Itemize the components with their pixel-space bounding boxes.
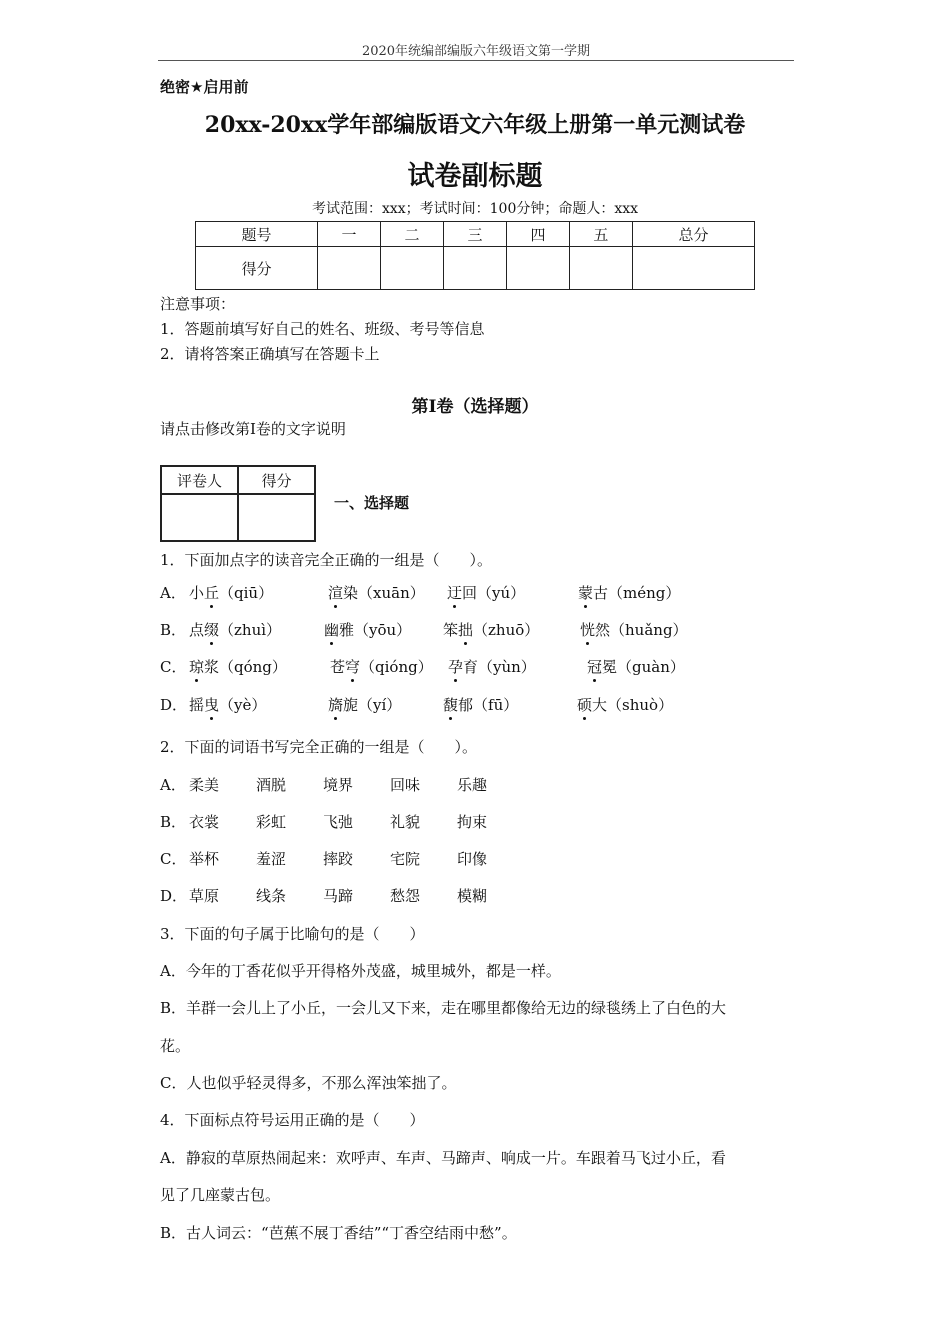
question-1-stem: 1．下面加点字的读音完全正确的一组是（ ）。 <box>160 551 493 569</box>
score-cell <box>380 247 443 290</box>
question-3-stem: 3．下面的句子属于比喻句的是（ ） <box>160 925 425 943</box>
score-table-header: 四 <box>506 222 569 247</box>
q2-option-word: 印像 <box>457 850 488 868</box>
q2-option-letter: D． <box>160 887 188 905</box>
exam-info: 考试范围：xxx；考试时间：100分钟；命题人：xxx <box>311 201 639 217</box>
q3-option-b-cont: 花。 <box>160 1037 191 1055</box>
q2-option-word: 酒脱 <box>256 776 287 794</box>
secret-label: 绝密★启用前 <box>160 78 249 96</box>
score-table-header: 总分 <box>632 222 754 247</box>
q2-option-word: 礼貌 <box>390 813 421 831</box>
exam-subtitle: 试卷副标题 <box>407 161 543 192</box>
q2-option-word: 模糊 <box>457 887 488 905</box>
question-4-stem: 4．下面标点符号运用正确的是（ ） <box>160 1111 425 1129</box>
q1-option-item: 笨拙（zhuō） <box>443 621 540 639</box>
q2-option-word: 线条 <box>256 887 287 905</box>
q1-option-item: 迂回（yú） <box>447 584 526 602</box>
q2-option-word: 愁怨 <box>390 887 421 905</box>
q2-option-word: 羞涩 <box>256 850 287 868</box>
score-cell <box>318 247 381 290</box>
q2-option-word: 摔跤 <box>323 850 354 868</box>
q1-option-letter: D． <box>160 696 188 714</box>
question-2-stem: 2．下面的词语书写完全正确的一组是（ ）。 <box>160 738 478 756</box>
grader-score-header: 得分 <box>238 466 315 494</box>
q1-option-item: 琼浆（qóng） <box>189 658 287 676</box>
q2-option-word: 乐趣 <box>457 776 488 794</box>
q3-option-c: C．人也似乎轻灵得多，不那么浑浊笨拙了。 <box>160 1074 457 1092</box>
q2-option-word: 草原 <box>189 887 220 905</box>
score-cell <box>506 247 569 290</box>
score-table <box>195 221 755 290</box>
q2-option-word: 举杯 <box>189 850 220 868</box>
notes-heading: 注意事项： <box>160 295 236 313</box>
exam-title: 20xx-20xx学年部编版语文六年级上册第一单元测试卷 <box>204 112 746 138</box>
note-item: 2．请将答案正确填写在答题卡上 <box>160 345 380 363</box>
note-item: 1．答题前填写好自己的姓名、班级、考号等信息 <box>160 320 485 338</box>
q1-option-item: 小丘（qiū） <box>189 584 274 602</box>
q2-option-word: 飞弛 <box>323 813 354 831</box>
q2-option-word: 回味 <box>390 776 421 794</box>
q2-option-word: 宅院 <box>390 850 421 868</box>
score-table-header: 二 <box>380 222 443 247</box>
q1-option-item: 馥郁（fū） <box>443 696 519 714</box>
q1-option-item: 蒙古（méng） <box>578 584 681 602</box>
q1-option-item: 渲染（xuān） <box>328 584 425 602</box>
section-title: 第I卷（选择题） <box>411 397 539 417</box>
q2-option-letter: C． <box>160 850 187 868</box>
q1-option-letter: B． <box>160 621 187 639</box>
q2-option-letter: A． <box>160 776 186 794</box>
section-desc: 请点击修改第I卷的文字说明 <box>160 420 346 438</box>
grader-score-cell <box>238 494 315 541</box>
score-cell <box>632 247 754 290</box>
grader-table <box>160 465 316 542</box>
running-header: 2020年统编部编版六年级语文第一学期 <box>361 44 591 59</box>
q1-option-item: 摇曳（yè） <box>189 696 267 714</box>
q2-option-letter: B． <box>160 813 187 831</box>
score-table-header-row <box>196 222 755 247</box>
q1-option-letter: C． <box>160 658 187 676</box>
part-title: 一、选择题 <box>334 494 410 512</box>
score-table-header: 题号 <box>196 222 318 247</box>
q1-option-item: 硕大（shuò） <box>577 696 674 714</box>
q1-option-item: 恍然（huǎng） <box>580 621 688 639</box>
score-table-header: 三 <box>443 222 506 247</box>
score-cell <box>569 247 632 290</box>
q1-option-item: 冠冕（guàn） <box>587 658 685 676</box>
q2-option-word: 境界 <box>323 776 354 794</box>
q3-option-b: B．羊群一会儿上了小丘，一会儿又下来，走在哪里都像给无边的绿毯绣上了白色的大 <box>160 999 727 1017</box>
q2-option-word: 彩虹 <box>256 813 287 831</box>
q1-option-letter: A． <box>160 584 186 602</box>
q4-option-a-cont: 见了几座蒙古包。 <box>160 1186 281 1204</box>
q2-option-word: 衣裳 <box>189 813 220 831</box>
q1-option-item: 苍穹（qióng） <box>330 658 433 676</box>
score-cell <box>443 247 506 290</box>
q4-option-a: A．静寂的草原热闹起来：欢呼声、车声、马蹄声、响成一片。车跟着马飞过小丘，看 <box>160 1149 726 1167</box>
q1-option-item: 旖旎（yí） <box>328 696 402 714</box>
q1-option-item: 孕育（yùn） <box>448 658 536 676</box>
header-rule <box>158 60 794 61</box>
q1-option-item: 幽雅（yōu） <box>324 621 412 639</box>
grader-cell <box>161 494 238 541</box>
q2-option-word: 拘束 <box>457 813 488 831</box>
score-table-score-row <box>196 247 755 290</box>
q4-option-b: B．古人词云：“芭蕉不展丁香结”“丁香空结雨中愁”。 <box>160 1224 517 1242</box>
grader-header: 评卷人 <box>161 466 238 494</box>
q2-option-word: 柔美 <box>189 776 220 794</box>
score-table-header: 一 <box>318 222 381 247</box>
q2-option-word: 马蹄 <box>323 887 354 905</box>
q3-option-a: A．今年的丁香花似乎开得格外茂盛，城里城外，都是一样。 <box>160 962 561 980</box>
score-table-header: 五 <box>569 222 632 247</box>
score-row-label: 得分 <box>196 247 318 290</box>
q1-option-item: 点缀（zhuì） <box>189 621 282 639</box>
